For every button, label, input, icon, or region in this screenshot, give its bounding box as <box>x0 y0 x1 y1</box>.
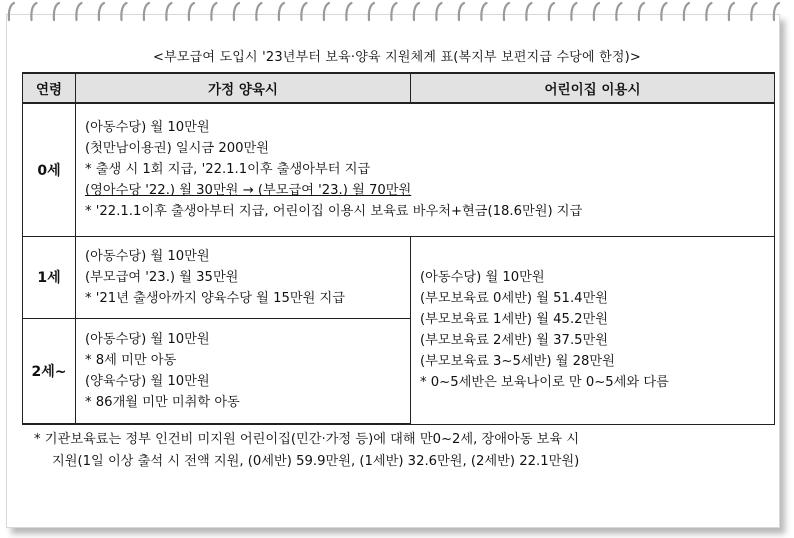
footnote-line: * 기관보육료는 정부 인건비 미지원 어린이집(민간·가정 등)에 대해 만0~2세, 장애아동 보육 시 <box>34 432 580 447</box>
binding-ring <box>31 3 36 20</box>
binding-ring <box>301 3 306 20</box>
binding-ring <box>661 3 666 20</box>
binding-ring <box>369 3 374 20</box>
binding-ring <box>774 3 779 20</box>
age-label: 2세~ <box>23 318 76 424</box>
footnote-line: 지원(1일 이상 출석 시 전액 지원, (0세반) 59.9만원, (1세반) 32.6만원, (2세반) 22.1만원) <box>52 454 580 469</box>
binding-ring <box>414 3 419 20</box>
list-item: (부모보육료 0세반) 월 51.4만원 <box>420 291 609 306</box>
binding-ring <box>616 3 621 20</box>
binding-ring <box>121 3 126 20</box>
binding-ring <box>481 3 486 20</box>
age2-home-content <box>76 318 411 424</box>
binding-ring <box>684 3 689 20</box>
binding-ring <box>9 3 14 20</box>
binding-ring <box>324 3 329 20</box>
table-row-age0 <box>23 103 775 236</box>
list-item: (부모보육료 2세반) 월 37.5만원 <box>420 333 609 348</box>
list-item: (양육수당) 월 10만원 <box>85 373 210 389</box>
list-item: (아동수당) 월 10만원 <box>85 331 210 347</box>
list-item-highlight: (영아수당 '22.) 월 30만원 → (부모급여 '23.) 월 70만원 <box>85 183 412 199</box>
list-item: * 8세 미만 아동 <box>85 352 177 368</box>
age-label: 1세 <box>23 236 76 318</box>
table-header-row <box>23 73 775 103</box>
binding-ring <box>391 3 396 20</box>
binding-ring <box>549 3 554 20</box>
spiral-binding <box>0 0 794 24</box>
age-label: 0세 <box>23 103 76 236</box>
binding-ring <box>54 3 59 20</box>
binding-ring <box>459 3 464 20</box>
list-item: * 출생 시 1회 지급, '22.1.1이후 출생아부터 지급 <box>85 162 371 178</box>
list-item: * '21년 출생아까지 양육수당 월 15만원 지급 <box>85 290 346 306</box>
binding-ring <box>256 3 261 20</box>
list-item: (부모보육료 1세반) 월 45.2만원 <box>420 312 609 327</box>
binding-ring <box>706 3 711 20</box>
list-item: (아동수당) 월 10만원 <box>85 120 210 136</box>
list-item: * 86개월 미만 미취학 아동 <box>85 394 240 410</box>
binding-ring <box>166 3 171 20</box>
binding-ring <box>279 3 284 20</box>
list-item: (첫만남이용권) 일시금 200만원 <box>85 141 269 157</box>
binding-ring <box>504 3 509 20</box>
list-item: * '22.1.1이후 출생아부터 지급, 어린이집 이용시 보육료 바우처+현금(18.6만원) 지급 <box>85 204 583 220</box>
list-item: (부모보육료 3~5세반) 월 28만원 <box>420 354 615 369</box>
binding-ring <box>346 3 351 20</box>
binding-ring <box>639 3 644 20</box>
binding-ring <box>76 3 81 20</box>
list-item: (부모급여 '23.) 월 35만원 <box>85 269 239 285</box>
binding-ring <box>594 3 599 20</box>
list-item: * 0~5세반은 보육나이로 만 0~5세와 다름 <box>420 375 669 390</box>
binding-ring <box>189 3 194 20</box>
age1-home-content <box>76 236 411 318</box>
binding-ring <box>99 3 104 20</box>
header-home-care: 가정 양육시 <box>76 73 411 103</box>
list-item: (아동수당) 월 10만원 <box>85 248 210 264</box>
binding-ring <box>526 3 531 20</box>
list-item: (아동수당) 월 10만원 <box>420 270 545 285</box>
binding-ring <box>436 3 441 20</box>
binding-ring <box>144 3 149 20</box>
binding-ring <box>211 3 216 20</box>
table-row-age1 <box>23 236 775 318</box>
binding-ring <box>751 3 756 20</box>
binding-ring <box>729 3 734 20</box>
binding-ring <box>571 3 576 20</box>
footnote <box>34 429 774 473</box>
header-daycare: 어린이집 이용시 <box>411 73 775 103</box>
binding-ring <box>234 3 239 20</box>
support-table <box>22 72 775 425</box>
age0-content <box>76 103 775 236</box>
document-title: <부모급여 도입시 '23년부터 보육·양육 지원체계 표(복지부 보편지급 수당에 한정)> <box>153 50 641 65</box>
header-age: 연령 <box>23 73 76 103</box>
daycare-content <box>411 236 775 424</box>
